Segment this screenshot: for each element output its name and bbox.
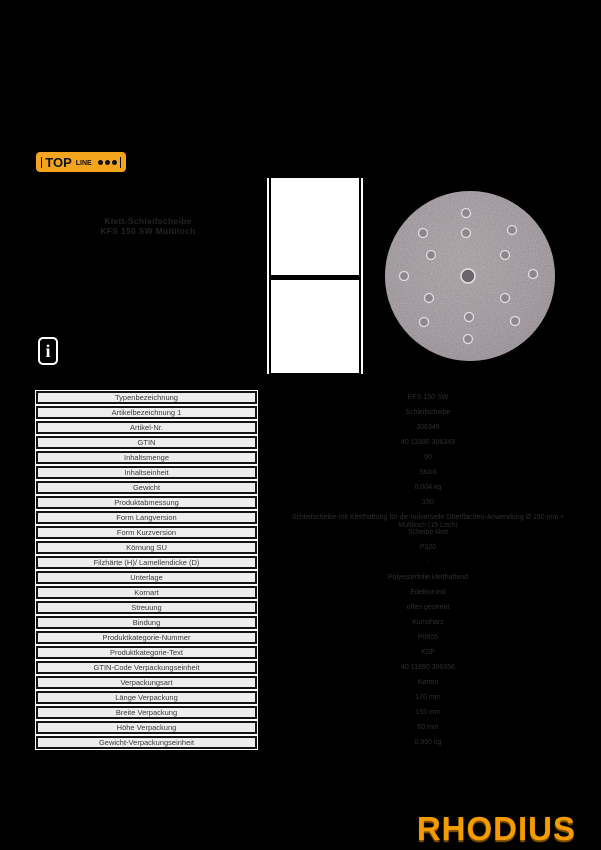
- spec-label: Typenbezeichnung: [36, 391, 257, 404]
- table-row: [36, 661, 576, 674]
- spec-value: 0,950 kg: [414, 738, 442, 746]
- spec-label: Artikel-Nr.: [36, 421, 257, 434]
- table-row: [36, 691, 576, 704]
- spec-label: Streuung: [36, 601, 257, 614]
- table-row: [36, 526, 576, 539]
- spec-label: Form Kurzversion: [36, 526, 257, 539]
- spec-value: Stück: [419, 468, 437, 476]
- topline-sublabel: LINE: [75, 160, 92, 167]
- spec-value: 40 11890 306356: [401, 663, 455, 671]
- spec-label: Verpackungsart: [36, 676, 257, 689]
- spec-value: 50: [424, 453, 432, 461]
- table-row: [36, 586, 576, 599]
- spec-label: Höhe Verpackung: [36, 721, 257, 734]
- table-row: [36, 706, 576, 719]
- table-row: [36, 481, 576, 494]
- spec-label: Inhaltseinheit: [36, 466, 257, 479]
- spec-value: 155 mm: [415, 708, 441, 716]
- image-placeholder-top: [271, 178, 359, 275]
- spec-value: 60 mm: [417, 723, 439, 731]
- spec-label: Kornart: [36, 586, 257, 599]
- spec-value: -: [426, 558, 430, 566]
- right-hairline: [361, 178, 363, 374]
- spec-value: P320: [419, 543, 437, 551]
- table-row: [36, 601, 576, 614]
- spec-label: GTIN: [36, 436, 257, 449]
- spec-value: Schleifscheibe: [405, 408, 451, 416]
- table-row: [36, 736, 576, 749]
- table-row: [36, 496, 576, 509]
- table-row: [36, 466, 576, 479]
- spec-label: GTIN-Code Verpackungseinheit: [36, 661, 257, 674]
- info-icon: [38, 337, 58, 365]
- topline-label: TOP: [45, 154, 72, 170]
- spec-label: Produktkategorie-Text: [36, 646, 257, 659]
- product-image-sanding-disc: [384, 190, 556, 362]
- table-row: [36, 391, 576, 404]
- spec-label: Unterlage: [36, 571, 257, 584]
- spec-label: Artikelbezeichnung 1: [36, 406, 257, 419]
- table-row: [36, 436, 576, 449]
- topline-badge: [36, 152, 126, 172]
- table-row: [36, 511, 576, 529]
- table-row: [36, 556, 576, 569]
- spec-label: Gewicht-Verpackungseinheit: [36, 736, 257, 749]
- spec-value: Schleifscheibe mit Kletthaftung für die universelle Oberflächen-Anwendung Ø 150 mm + Multiloch (15 Loch): [291, 513, 565, 529]
- spec-value: 0,004 kg: [414, 483, 442, 491]
- spec-value: 150: [422, 498, 434, 506]
- spec-value: 40 11890 306349: [401, 438, 455, 446]
- spec-value: 306349: [416, 423, 440, 431]
- badge-left-bar-icon: [41, 157, 42, 168]
- table-row: [36, 421, 576, 434]
- table-row: [36, 646, 576, 659]
- product-title-line1: Klett-Schleifscheibe: [104, 216, 192, 226]
- table-row: [36, 406, 576, 419]
- spec-value: 170 mm: [415, 693, 441, 701]
- spec-label: Gewicht: [36, 481, 257, 494]
- spec-label: Filzhärte (H)/ Lamellendicke (D): [36, 556, 257, 569]
- table-row: [36, 721, 576, 734]
- spec-label: Körnung SU: [36, 541, 257, 554]
- info-icon-glyph: i: [45, 341, 51, 361]
- spec-label: Produktabmessung: [36, 496, 257, 509]
- spec-label: Form Langversion: [36, 511, 257, 524]
- spec-value: Scheibe klett: [407, 528, 449, 536]
- spec-label: Bindung: [36, 616, 257, 629]
- spec-label: Inhaltsmenge: [36, 451, 257, 464]
- spec-value: Polyesterfolie kletthaftend: [387, 573, 469, 581]
- sanding-disc-icon: [384, 190, 556, 362]
- spec-value: KSF: [421, 648, 435, 656]
- table-row: [36, 616, 576, 629]
- left-hairline: [267, 178, 269, 374]
- spec-value: Edelkorund: [410, 588, 446, 596]
- spec-value: offen gestreut: [406, 603, 450, 611]
- spec-value: Kunstharz: [412, 618, 444, 626]
- topline-dots-icon: [98, 160, 117, 165]
- spec-label: Länge Verpackung: [36, 691, 257, 704]
- image-placeholder-bottom: [271, 280, 359, 373]
- table-row: [36, 541, 576, 554]
- table-row: [36, 451, 576, 464]
- rhodius-logo: RHODIUS: [416, 810, 576, 847]
- spec-value: Karton: [417, 678, 439, 686]
- spec-value: KFS 150 SW: [407, 393, 449, 401]
- spec-value: P0605: [417, 633, 439, 641]
- spec-table: [36, 391, 576, 751]
- table-row: [36, 631, 576, 644]
- badge-right-bar-icon: [120, 157, 121, 168]
- table-row: [36, 571, 576, 584]
- spec-label: Breite Verpackung: [36, 706, 257, 719]
- product-title-line2: KFS 150 SW Multiloch: [100, 226, 196, 236]
- product-title: [82, 216, 214, 236]
- table-row: [36, 676, 576, 689]
- spec-label: Produktkategorie-Nummer: [36, 631, 257, 644]
